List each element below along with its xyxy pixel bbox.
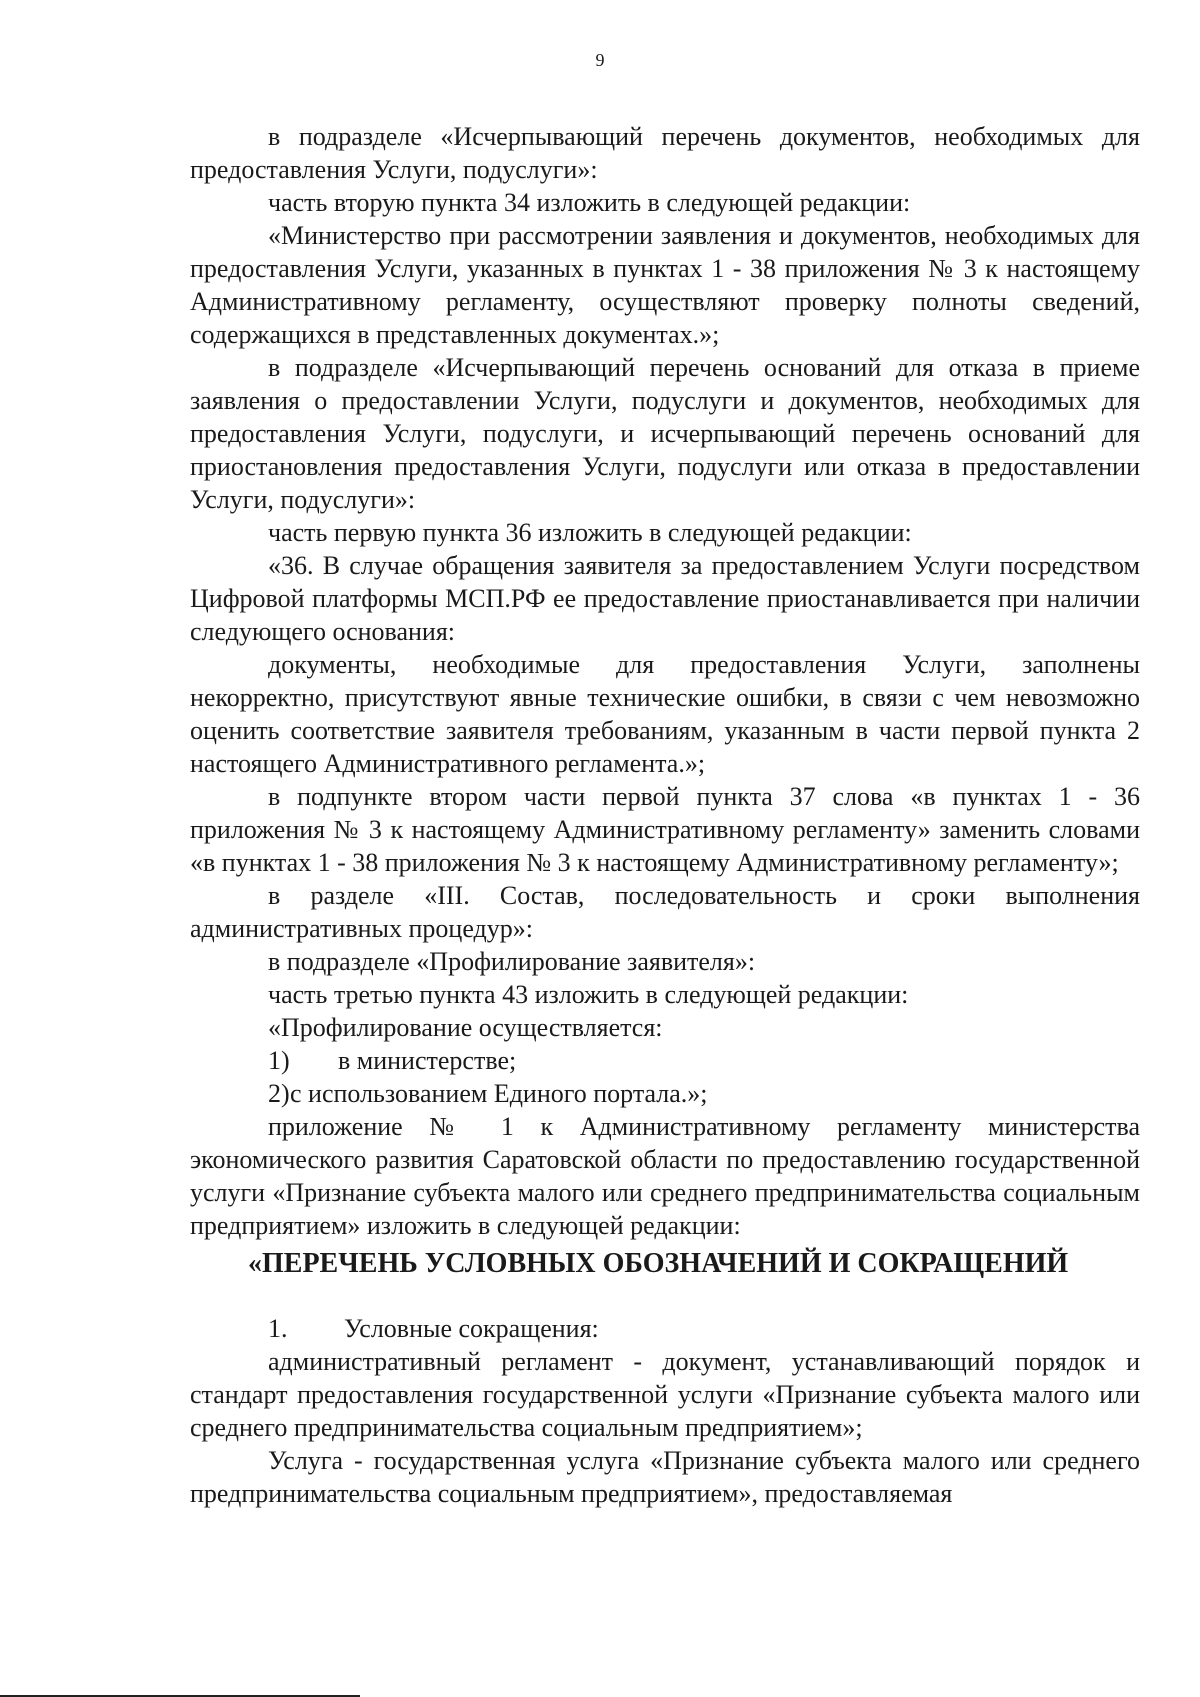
paragraph: часть вторую пункта 34 изложить в следующей редакции: bbox=[268, 188, 911, 217]
list-item-text: в министерстве; bbox=[338, 1046, 517, 1075]
paragraph: в подпункте втором части первой пункта 37 слова «в пунктах 1 - 36 приложения № 3 к настоящему Административному регламенту» заменить словами «в пунктах 1 - 38 приложения № 3 к настоящему Административному регламенту»; bbox=[190, 782, 1140, 877]
page-number: 9 bbox=[595, 50, 605, 70]
paragraph: в подразделе «Исчерпывающий перечень оснований для отказа в приеме заявления о предоставлении Услуги, подуслуги и документов, необходимых для предоставления Услуги, подуслуги, и исчерпывающий перечень оснований для приостановления предоставления Услуги, подуслуги или отказа в предоставлении Услуги, подуслуги»: bbox=[190, 353, 1140, 514]
section-item bbox=[190, 1312, 1140, 1345]
paragraph: документы, необходимые для предоставления Услуги, заполнены некорректно, присутствуют явные технические ошибки, в связи с чем невозможно оценить соответствие заявителя требованиям, указанным в части первой пункта 2 настоящего Административного регламента.»; bbox=[190, 650, 1140, 778]
paragraph: «36. В случае обращения заявителя за предоставлением Услуги посредством Цифровой платформы МСП.РФ ее предоставление приостанавливается при наличии следующего основания: bbox=[190, 551, 1140, 646]
list-item bbox=[190, 1077, 1140, 1110]
list-item-number: 1) bbox=[268, 1046, 290, 1075]
paragraph: «Министерство при рассмотрении заявления и документов, необходимых для предоставления Услуги, указанных в пунктах 1 - 38 приложения № 3 к настоящему Административному регламенту, осуществляют проверку полноты сведений, содержащихся в представленных документах.»; bbox=[190, 221, 1140, 349]
definition-paragraph: Услуга - государственная услуга «Признание субъекта малого или среднего предпринимательства социальным предприятием», предоставляемая bbox=[190, 1446, 1140, 1508]
section-heading: «ПЕРЕЧЕНЬ УСЛОВНЫХ ОБОЗНАЧЕНИЙ И СОКРАЩЕНИЙ bbox=[248, 1248, 1069, 1279]
list-item-text: с использованием Единого портала.»; bbox=[290, 1079, 708, 1108]
paragraph: часть третью пункта 43 изложить в следующей редакции: bbox=[268, 980, 909, 1009]
section-item-text: Условные сокращения: bbox=[344, 1314, 599, 1343]
list-item-number: 2) bbox=[268, 1079, 290, 1108]
paragraph: приложение № 1 к Административному регламенту министерства экономического развития Саратовской области по предоставлению государственной услуги «Признание субъекта малого или среднего предпринимательства социальным предприятием» изложить в следующей редакции: bbox=[190, 1112, 1140, 1240]
paragraph: в разделе «III. Состав, последовательность и сроки выполнения административных процедур»: bbox=[190, 881, 1140, 943]
paragraph: в подразделе «Профилирование заявителя»: bbox=[268, 947, 756, 976]
document-body bbox=[190, 120, 1140, 1510]
paragraph: «Профилирование осуществляется: bbox=[268, 1013, 663, 1042]
paragraph: часть первую пункта 36 изложить в следующей редакции: bbox=[268, 518, 912, 547]
definition-paragraph: административный регламент - документ, устанавливающий порядок и стандарт предоставления государственной услуги «Признание субъекта малого или среднего предпринимательства социальным предприятием»; bbox=[190, 1347, 1140, 1442]
paragraph: в подразделе «Исчерпывающий перечень документов, необходимых для предоставления Услуги, подуслуги»: bbox=[190, 122, 1140, 184]
list-item bbox=[190, 1044, 1140, 1077]
section-item-number: 1. bbox=[268, 1314, 288, 1343]
